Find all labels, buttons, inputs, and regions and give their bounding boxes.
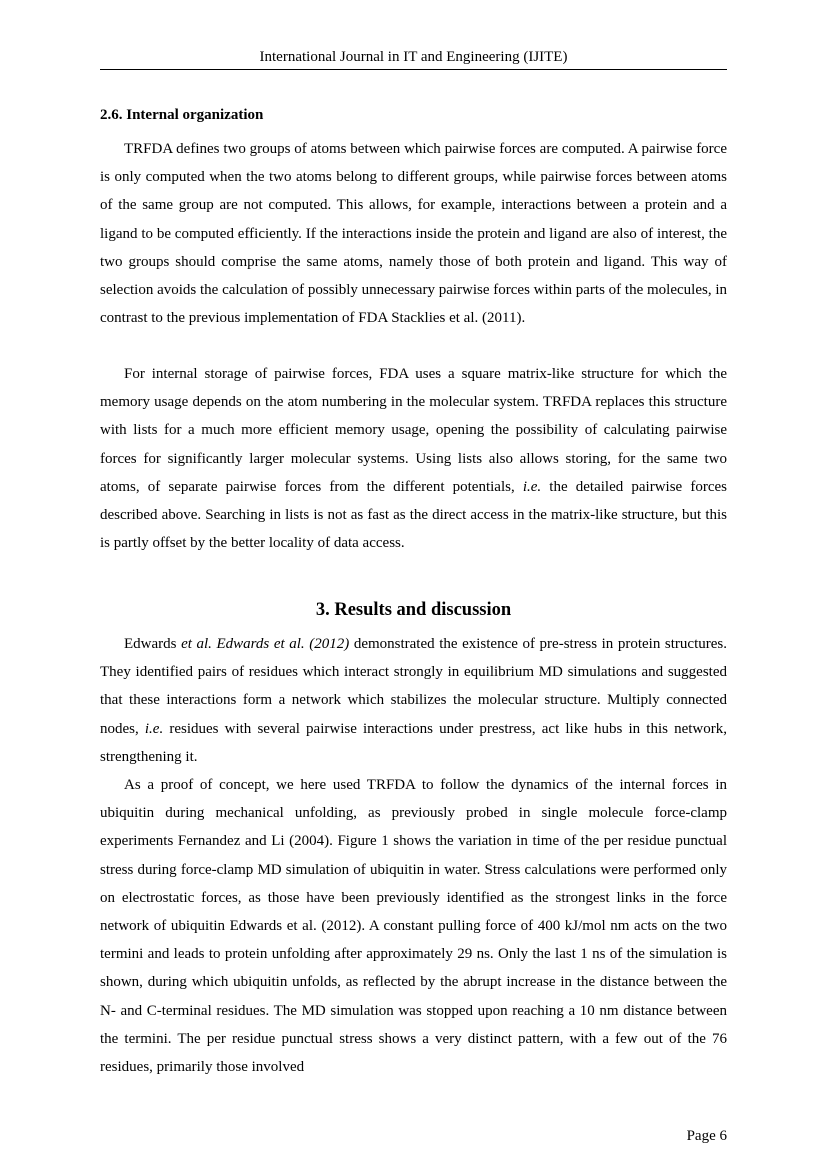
text-run: the detailed pairwise forces described above. Searching in lists is not as fast as the direct access in the matrix-like structure, but this is partly offset by the better locality of data access. <box>100 478 727 552</box>
document-page <box>100 0 727 1170</box>
text-run: For internal storage of pairwise forces, FDA uses a square matrix-like structure for which the memory usage depends on the atom numbering in the molecular system. TRFDA replaces this structure with lists for a much more efficient memory usage, opening the possibility of calculating pairwise forces for significantly larger molecular systems. Using lists also allows storing, for the same two atoms, of separate pairwise forces from the different potentials, <box>100 366 727 495</box>
italic-text: et al. Edwards et al. (2012) <box>181 636 350 652</box>
page-number: Page 6 <box>686 1128 727 1144</box>
italic-text: i.e. <box>144 720 164 737</box>
running-header: International Journal in IT and Engineering (IJITE) <box>259 49 568 65</box>
text-run: residues with several pairwise interactions under prestress, act like hubs in this network, strengthening it. <box>100 720 728 765</box>
text-run: Edwards <box>124 636 182 652</box>
body-paragraph <box>100 360 727 557</box>
header-rule <box>100 69 727 70</box>
body-paragraph <box>100 135 727 332</box>
body-paragraph <box>100 771 727 1081</box>
section-heading-internal-organization: 2.6. Internal organization <box>100 107 264 123</box>
text-run: demonstrated the existence of pre-stress in protein structures. They identified pairs of residues which interact strongly in equilibrium MD simulations and suggested that these interactions form a network which stabilizes the molecular structure. Multiply connected nodes, <box>100 636 727 737</box>
italic-text: i.e. <box>522 478 542 495</box>
text-run: TRFDA defines two groups of atoms between which pairwise forces are computed. A pairwise force is only computed when the two atoms belong to different groups, while pairwise forces between atoms of the same group are not computed. This allows, for example, interactions between a protein and a ligand to be computed efficiently. If the interactions inside the protein and ligand are also of interest, the two groups should comprise the same atoms, namely those of both protein and ligand. This way of selection avoids the calculation of possibly unnecessary pairwise forces within parts of the molecules, in contrast to the previous implementation of FDA Stacklies et al. (2011). <box>100 141 727 327</box>
text-run: As a proof of concept, we here used TRFDA to follow the dynamics of the internal forces in ubiquitin during mechanical unfolding, as previously probed in single molecule force-clamp experiments Fernandez and Li (2004). Figure 1 shows the variation in time of the per residue punctual stress during force-clamp MD simulation of ubiquitin in water. Stress calculations were performed only on electrostatic forces, as those have been previously identified as the strongest links in the force network of ubiquitin Edwards et al. (2012). A constant pulling force of 400 kJ/mol nm acts on the two termini and leads to protein unfolding after approximately 29 ns. Only the last 1 ns of the simulation is shown, during which ubiquitin unfolds, as reflected by the abrupt increase in the distance between the N- and C-terminal residues. The MD simulation was stopped upon reaching a 10 nm distance between the termini. The per residue punctual stress shows a very distinct pattern, with a few out of the 76 residues, primarily those involved <box>100 777 727 1076</box>
section-title-results-discussion: 3. Results and discussion <box>315 600 512 620</box>
body-paragraph <box>100 630 727 771</box>
